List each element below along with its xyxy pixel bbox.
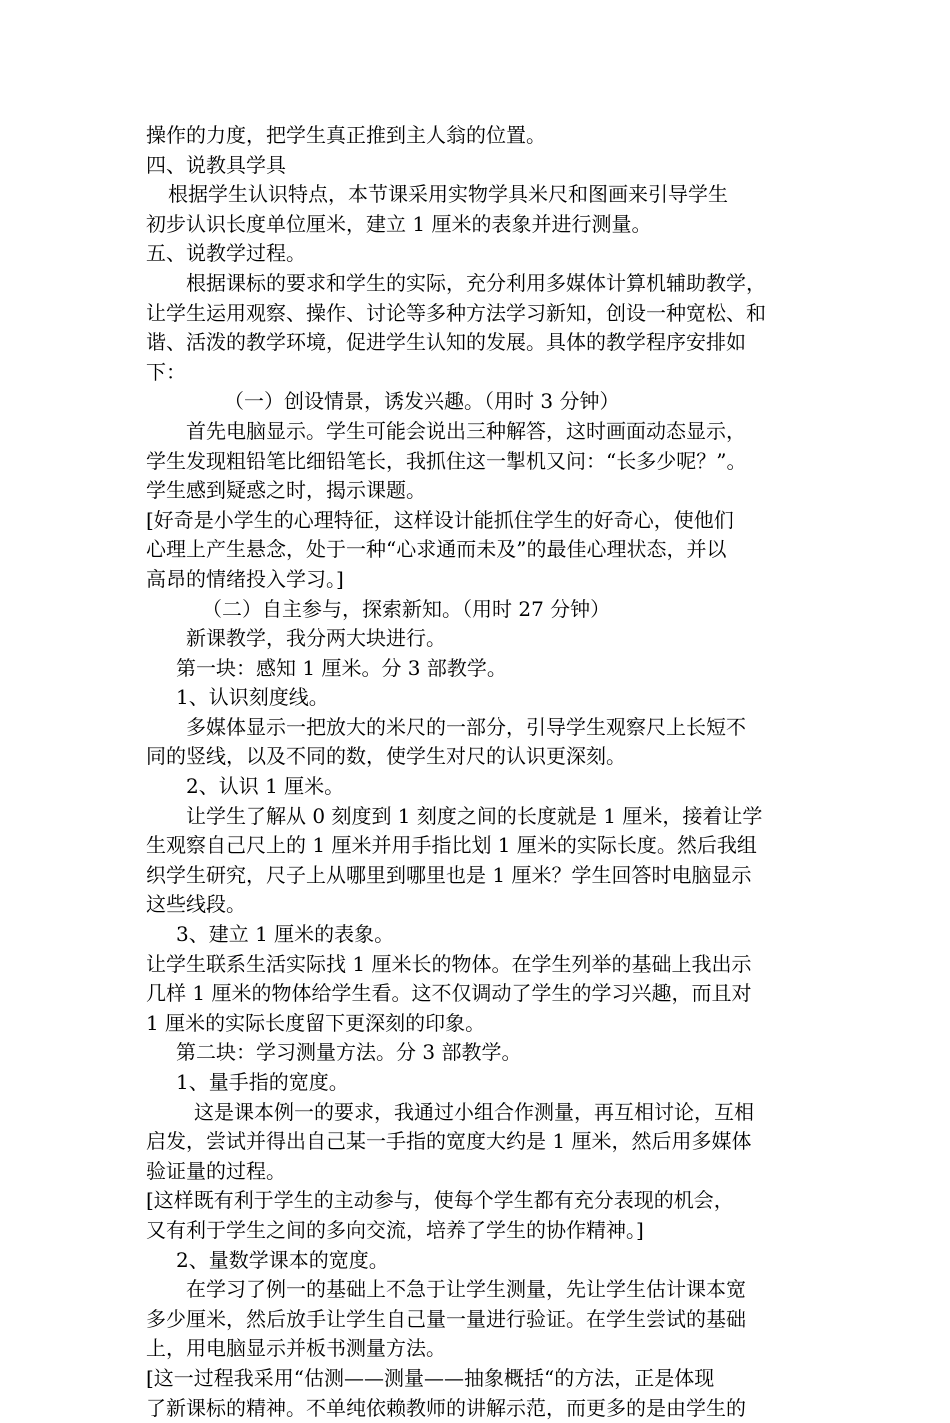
text-line: 第一块：感知 1 厘米。分 3 部教学。 — [176, 655, 507, 680]
text-line: 下： — [146, 359, 186, 384]
text-line: 让学生运用观察、操作、讨论等多种方法学习新知，创设一种宽松、和 — [146, 300, 766, 325]
text-line: 初步认识长度单位厘米，建立 1 厘米的表象并进行测量。 — [146, 211, 652, 236]
text-line: 1、量手指的宽度。 — [176, 1070, 349, 1094]
text-line: 学生发现粗铅笔比细铅笔长，我抓住这一掣机又问：“长多少呢？”。 — [146, 448, 747, 473]
text-line: 新课教学，我分两大块进行。 — [186, 626, 446, 651]
text-line: 高昂的情绪投入学习。] — [146, 566, 344, 591]
text-line: 多少厘米，然后放手让学生自己量一量进行验证。在学生尝试的基础 — [146, 1306, 746, 1331]
text-line: 谐、活泼的教学环境，促进学生认知的发展。具体的教学程序安排如 — [146, 330, 746, 355]
text-line: 这些线段。 — [146, 892, 246, 917]
section-heading: 五、说教学过程。 — [146, 241, 306, 266]
text-line: 让学生了解从 0 刻度到 1 刻度之间的长度就是 1 厘米，接着让学 — [186, 803, 763, 828]
text-line: 3、建立 1 厘米的表象。 — [176, 922, 395, 947]
text-line: 让学生联系生活实际找 1 厘米长的物体。在学生列举的基础上我出示 — [146, 951, 752, 976]
text-line: 上，用电脑显示并板书测量方法。 — [146, 1336, 446, 1361]
text-line: 第二块：学习测量方法。分 3 部教学。 — [176, 1040, 522, 1065]
text-line: 2、认识 1 厘米。 — [186, 774, 345, 799]
section-heading: 四、说教具学具 — [146, 152, 286, 177]
document-body — [146, 121, 816, 1423]
text-line: 生观察自己尺上的 1 厘米并用手指比划 1 厘米的实际长度。然后我组 — [146, 833, 757, 858]
text-line: 2、量数学课本的宽度。 — [176, 1247, 389, 1272]
subsection-heading: （二）自主参与，探索新知。（用时 27 分钟） — [202, 596, 611, 621]
text-line: 验证量的过程。 — [146, 1158, 286, 1183]
text-line: 又有利于学生之间的多向交流，培养了学生的协作精神。] — [146, 1217, 644, 1242]
text-line: 1、认识刻度线。 — [176, 685, 329, 710]
text-line: 根据学生认识特点，本节课采用实物学具米尺和图画来引导学生 — [168, 182, 728, 207]
text-line: 多媒体显示一把放大的米尺的一部分，引导学生观察尺上长短不 — [186, 714, 746, 739]
text-line: 学生感到疑惑之时，揭示课题。 — [146, 478, 426, 503]
text-line: [这一过程我采用“估测——测量——抽象概括“的方法，正是体现 — [146, 1365, 715, 1390]
text-line: [好奇是小学生的心理特征，这样设计能抓住学生的好奇心，使他们 — [146, 507, 734, 532]
text-line: 织学生研究，尺子上从哪里到哪里也是 1 厘米？学生回答时电脑显示 — [146, 862, 752, 887]
text-line: 根据课标的要求和学生的实际，充分利用多媒体计算机辅助教学， — [186, 270, 766, 295]
text-line: 同的竖线，以及不同的数，使学生对尺的认识更深刻。 — [146, 744, 626, 769]
text-line: 首先电脑显示。学生可能会说出三种解答，这时画面动态显示， — [186, 418, 746, 443]
subsection-heading: （一）创设情景，诱发兴趣。（用时 3 分钟） — [224, 389, 620, 414]
text-line: 这是课本例一的要求，我通过小组合作测量，再互相讨论，互相 — [194, 1099, 754, 1124]
text-line: 启发，尝试并得出自己某一手指的宽度大约是 1 厘米，然后用多媒体 — [146, 1129, 752, 1154]
text-line: 了新课标的精神。不单纯依赖教师的讲解示范，而更多的是由学生的 — [146, 1395, 746, 1420]
text-line: [这样既有利于学生的主动参与，使每个学生都有充分表现的机会， — [146, 1188, 734, 1213]
text-line: 几样 1 厘米的物体给学生看。这不仅调动了学生的学习兴趣，而且对 — [146, 981, 752, 1006]
text-line: 在学习了例一的基础上不急于让学生测量，先让学生估计课本宽 — [186, 1277, 746, 1302]
text-line: 1 厘米的实际长度留下更深刻的印象。 — [146, 1010, 486, 1035]
text-line: 心理上产生悬念，处于一种“心求通而未及”的最佳心理状态，并以 — [146, 537, 727, 562]
text-line: 操作的力度，把学生真正推到主人翁的位置。 — [146, 123, 546, 147]
